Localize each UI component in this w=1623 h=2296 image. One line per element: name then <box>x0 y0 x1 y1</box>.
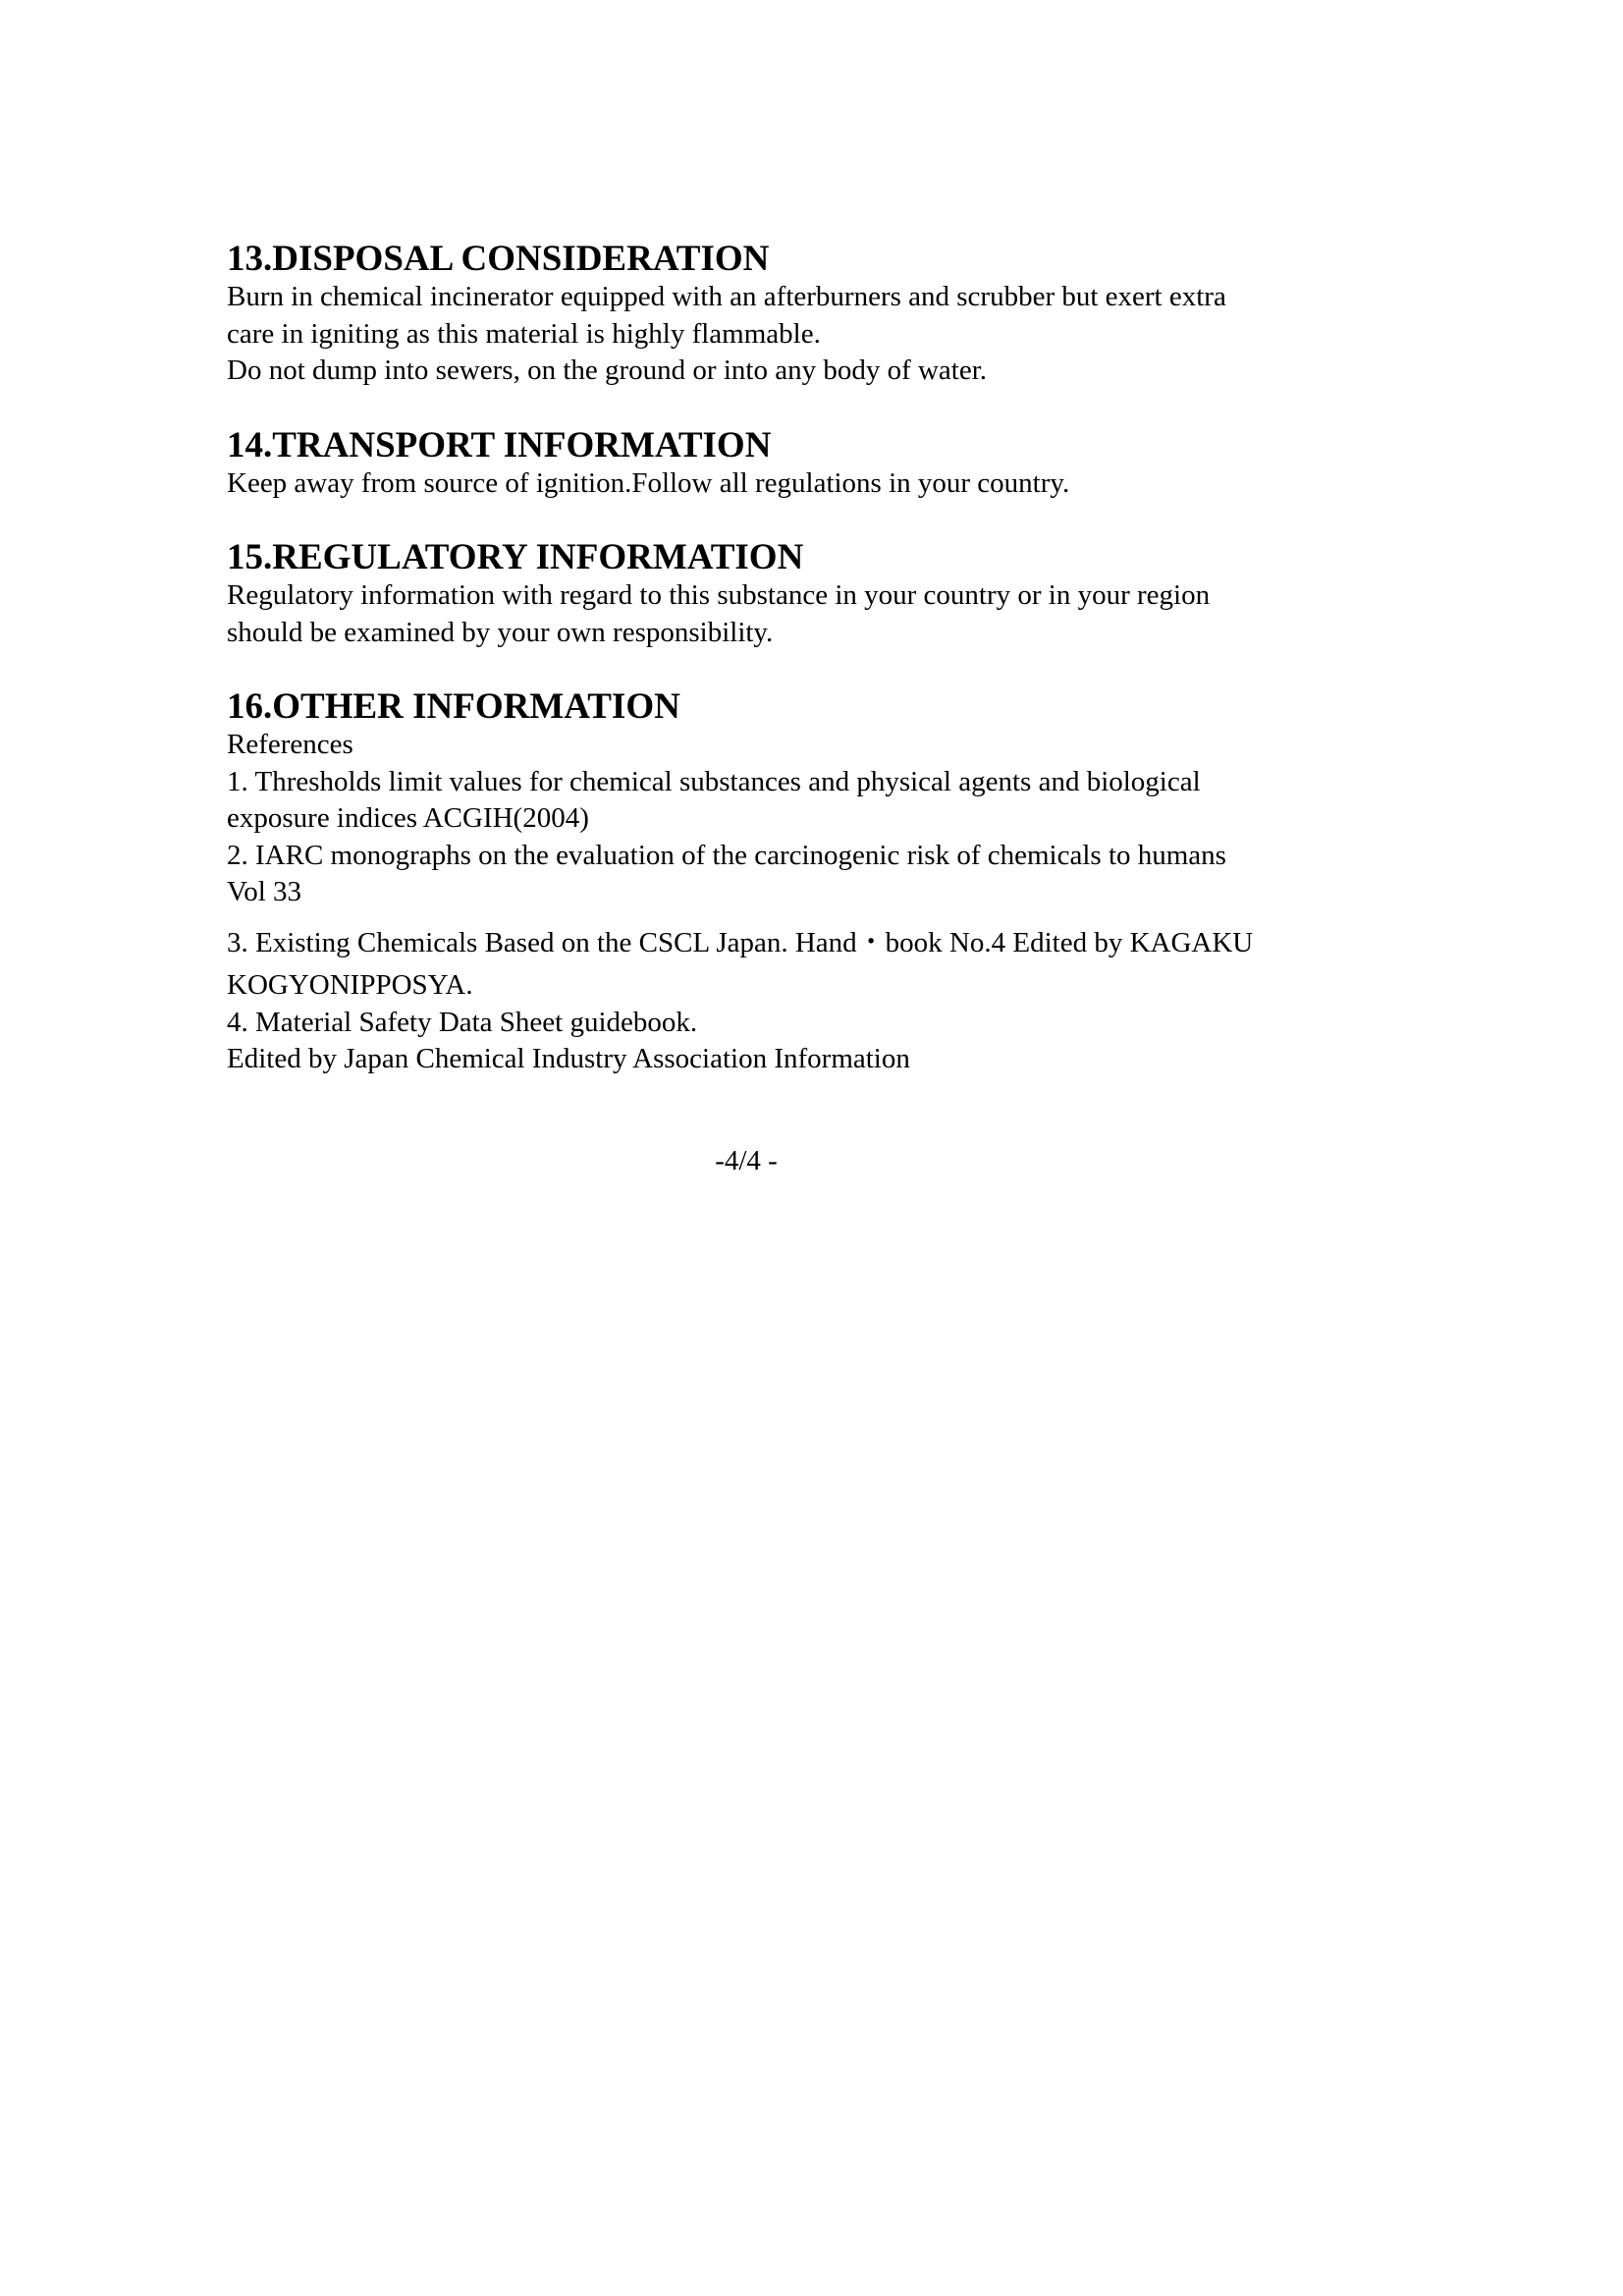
reference-item-line: 1. Thresholds limit values for chemical substances and physical agents and biological <box>227 765 1201 797</box>
body-text-line: Burn in chemical incinerator equipped with an afterburners and scrubber but exert extra <box>227 281 1226 312</box>
section-regulatory-information <box>227 538 1405 651</box>
section-other-information <box>227 687 1405 1078</box>
reference-item-line: 4. Material Safety Data Sheet guidebook. <box>227 1006 698 1038</box>
body-text-line: care in igniting as this material is highly flammable. <box>227 317 821 350</box>
reference-spacer <box>227 911 1405 925</box>
document-content <box>227 240 1405 1078</box>
section-heading: 15.REGULATORY INFORMATION <box>227 537 804 577</box>
section-transport-information <box>227 426 1405 503</box>
section-heading: 13.DISPOSAL CONSIDERATION <box>227 239 770 279</box>
reference-item-line: Vol 33 <box>227 876 302 907</box>
body-text-line: Do not dump into sewers, on the ground or into any body of water. <box>227 355 988 386</box>
body-text-line: should be examined by your own responsibility. <box>227 616 774 648</box>
reference-item-line: exposure indices ACGIH(2004) <box>227 802 589 834</box>
body-text-line: Keep away from source of ignition.Follow all regulations in your country. <box>227 466 1070 499</box>
reference-item-line: KOGYONIPPOSYA. <box>227 969 473 1001</box>
reference-item-line: 3. Existing Chemicals Based on the CSCL Japan. Hand・book No.4 Edited by KAGAKU <box>227 926 1254 958</box>
page-number: -4/4 - <box>715 1145 778 1176</box>
section-spacer <box>227 390 1405 426</box>
body-text-line: Regulatory information with regard to this substance in your country or in your region <box>227 579 1211 611</box>
reference-item-line: 2. IARC monographs on the evaluation of the carcinogenic risk of chemicals to humans <box>227 839 1226 871</box>
reference-item-line: Edited by Japan Chemical Industry Association Information <box>227 1043 910 1074</box>
section-heading: 16.OTHER INFORMATION <box>227 686 680 727</box>
section-heading: 14.TRANSPORT INFORMATION <box>227 424 772 465</box>
references-label: References <box>227 729 353 760</box>
section-spacer <box>227 651 1405 687</box>
section-disposal-consideration <box>227 240 1405 390</box>
section-spacer <box>227 502 1405 538</box>
